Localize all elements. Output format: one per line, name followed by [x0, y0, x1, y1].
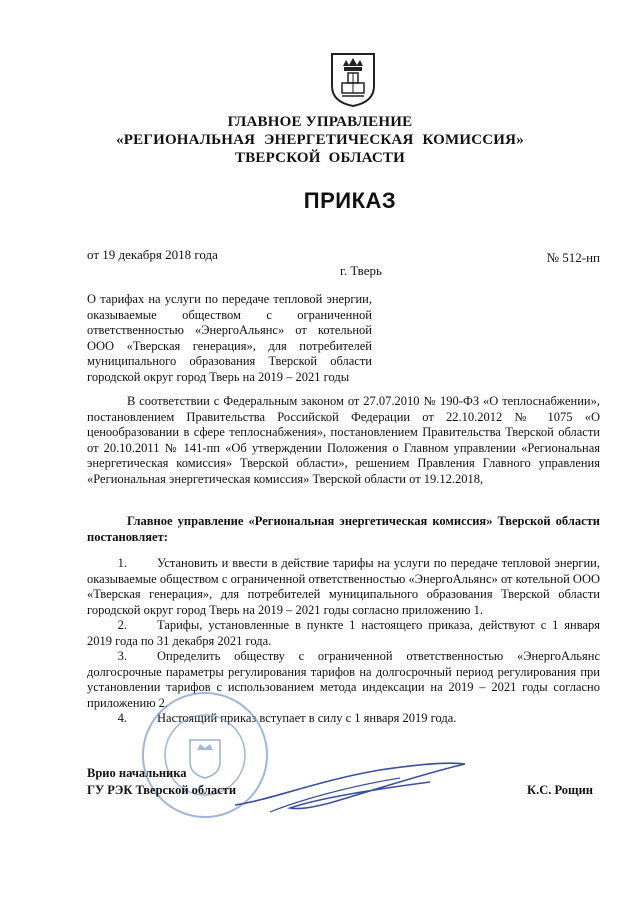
- org-name-line1: ГЛАВНОЕ УПРАВЛЕНИЕ: [227, 114, 413, 130]
- document-date: от 19 декабря 2018 года: [87, 247, 218, 262]
- order-item-number: 2.: [117, 618, 127, 632]
- signatory-position-line1: Врио начальника: [87, 766, 187, 780]
- order-item-text: Определить обществу с ограниченной ответственностью «ЭнергоАльянс долгосрочные параметры регулирования тарифов на долгосрочный период регулирования при установлении тарифов с использованием метода индексации на 2019 – 2021 годы согласно приложению 2.: [87, 649, 600, 710]
- order-item: [87, 556, 600, 618]
- org-name-line3: ТВЕРСКОЙ ОБЛАСТИ: [235, 150, 405, 166]
- order-item-text: Настоящий приказ вступает в силу с 1 января 2019 года.: [157, 711, 457, 725]
- document-city: г. Тверь: [340, 263, 382, 278]
- order-item-number: 1.: [117, 556, 127, 570]
- order-item-text: Тарифы, установленные в пункте 1 настоящего приказа, действуют с 1 января 2019 года по 31 декабря 2021 года.: [87, 618, 600, 648]
- signatory-position: [87, 765, 236, 799]
- orders-paragraph: Главное управление «Региональная энергетическая комиссия» Тверской области постановляет:: [87, 514, 600, 544]
- signatory-name: К.С. Рощин: [527, 783, 593, 797]
- order-item: [87, 618, 600, 649]
- order-item-number: 4.: [117, 711, 127, 725]
- order-item-number: 3.: [117, 649, 127, 663]
- document-number: № 512-нп: [546, 250, 600, 265]
- preamble-paragraph: В соответствии с Федеральным законом от 27.07.2010 № 190-ФЗ «О теплоснабжении», постановлением Правительства Российской Федерации от 22.10.2012 № 1075 «О ценообразовании в сфере теплоснабжения», постановлением Правительства Тверской области от 20.10.2011 № 141-пп «Об утверждении Положения о Главном управлении «Региональная энергетическая комиссия» Тверской области», решением Правления Главного управления «Региональная энергетическая комиссия» Тверской области от 19.12.2018,: [87, 394, 600, 486]
- org-name-line2: «РЕГИОНАЛЬНАЯ ЭНЕРГЕТИЧЕСКАЯ КОМИССИЯ»: [116, 132, 524, 148]
- document-subject: О тарифах на услуги по передаче тепловой энергии, оказываемые обществом с ограниченной ответственностью «ЭнергоАльянс» от котельной ООО «Тверская генерация», для потребителей муниципального образования Тверской области городской округ город Тверь на 2019 – 2021 годы: [87, 292, 372, 384]
- handwritten-signature: [230, 750, 470, 830]
- document-title: ПРИКАЗ: [303, 188, 397, 213]
- coat-of-arms-icon: [330, 52, 376, 108]
- signatory-position-line2: ГУ РЭК Тверской области: [87, 783, 237, 797]
- order-item-text: Установить и ввести в действие тарифы на услуги по передаче тепловой энергии, оказываемые обществом с ограниченной ответственностью «ЭнергоАльянс» от котельной ООО «Тверская генерация», для потребителей муниципального образования Тверской области городской округ город Тверь на 2019 – 2021 годы согласно приложению 1.: [87, 556, 600, 617]
